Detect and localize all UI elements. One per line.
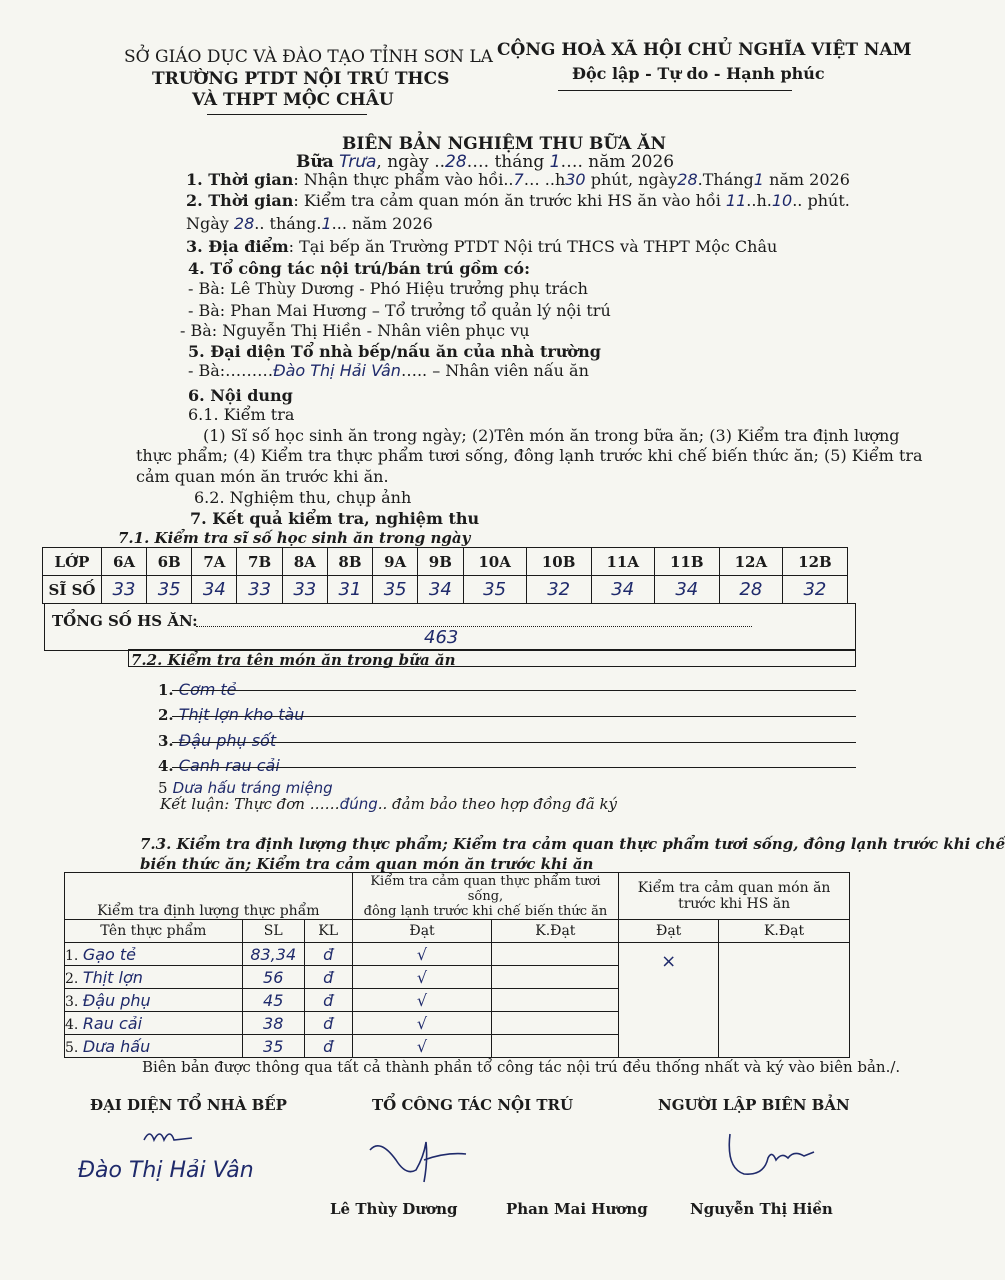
class-cell: 9B <box>418 548 463 576</box>
table-header-row <box>65 873 850 920</box>
section-5-title: 5. Đại diện Tổ nhà bếp/nấu ăn của nhà trường <box>188 342 601 361</box>
cook-line: - Bà:………Đào Thị Hải Vân….. – Nhân viên nấu ăn <box>188 361 589 380</box>
head-dish-check: Kiểm tra cảm quan món ăn trước khi HS ăn <box>619 873 850 920</box>
class-cell: 6B <box>146 548 191 576</box>
fail-cell <box>492 966 619 989</box>
pass-mark: √ <box>352 943 492 966</box>
dish-2: 2. Thịt lợn kho tàu <box>158 705 305 724</box>
class-cell: 10A <box>463 548 526 576</box>
col-pass-2: Đạt <box>619 920 719 943</box>
class-cell: 7A <box>192 548 237 576</box>
class-cell: 12B <box>782 548 847 576</box>
head-raw-check: Kiểm tra cảm quan thực phẩm tươi sống, đông lạnh trước khi chế biến thức ăn <box>352 873 619 920</box>
food-name: 2. Thịt lợn <box>65 966 243 989</box>
size-cell: 33 <box>282 576 327 604</box>
size-cell: 32 <box>526 576 591 604</box>
size-cell: 35 <box>463 576 526 604</box>
food-kl: đ <box>304 1012 352 1035</box>
head-quantity: Kiểm tra định lượng thực phẩm <box>65 873 353 920</box>
class-cell: 8A <box>282 548 327 576</box>
size-cell: 35 <box>146 576 191 604</box>
fail-cell <box>492 943 619 966</box>
col-kl: KL <box>304 920 352 943</box>
size-cell: 33 <box>102 576 147 604</box>
attendance-table <box>42 547 848 604</box>
class-cell: 9A <box>373 548 418 576</box>
size-cell: 34 <box>192 576 237 604</box>
dish-line <box>172 716 856 717</box>
section-6-2: 6.2. Nghiệm thu, chụp ảnh <box>194 488 412 507</box>
section-2-date: Ngày 28.. tháng.1... năm 2026 <box>186 214 433 233</box>
food-sl: 35 <box>242 1035 304 1058</box>
cook-name: Đào Thị Hải Vân <box>273 361 401 380</box>
section-3: 3. Địa điểm: Tại bếp ăn Trường PTDT Nội trú THCS và THPT Mộc Châu <box>186 237 778 256</box>
dish-line <box>172 742 856 743</box>
section-6-para-2: thực phẩm; (4) Kiểm tra thực phẩm tươi sống, đông lạnh trước khi chế biến thức ăn; (5) Kiểm tra <box>136 446 923 465</box>
class-cell: 7B <box>237 548 282 576</box>
school-name-line2: VÀ THPT MỘC CHÂU <box>192 90 394 110</box>
size-cell: 34 <box>654 576 719 604</box>
school-underline <box>207 114 367 115</box>
total-value: 463 <box>424 627 459 648</box>
food-sl: 38 <box>242 1012 304 1035</box>
dish-4: 4. Canh rau cải <box>158 756 280 775</box>
pass-mark: √ <box>352 1035 492 1058</box>
motto-underline <box>558 90 792 91</box>
size-cell: 31 <box>327 576 372 604</box>
nation-motto: Độc lập - Tự do - Hạnh phúc <box>572 64 825 83</box>
dish-pass-mark: × <box>661 951 677 972</box>
dish-1: 1. Cơm tẻ <box>158 680 237 699</box>
total-label: TỔNG SỐ HS ĂN: <box>52 612 198 630</box>
dish-5: 5 Dưa hấu tráng miệng <box>158 779 333 797</box>
table-subheader-row <box>65 920 850 943</box>
section-6-para-3: cảm quan món ăn trước khi ăn. <box>136 467 389 486</box>
class-label: LỚP <box>43 548 102 576</box>
pass-mark: √ <box>352 1012 492 1035</box>
food-kl: đ <box>304 989 352 1012</box>
col-name: Tên thực phẩm <box>65 920 243 943</box>
class-cell: 6A <box>102 548 147 576</box>
dish-fail-cell <box>719 943 850 1058</box>
pass-mark: √ <box>352 989 492 1012</box>
food-sl: 45 <box>242 989 304 1012</box>
col-fail-2: K.Đạt <box>719 920 850 943</box>
kitchen-signature <box>140 1124 200 1150</box>
section-6-title: 6. Nội dung <box>188 386 293 405</box>
kitchen-name-handwritten: Đào Thị Hải Vân <box>78 1158 254 1183</box>
size-cell: 34 <box>591 576 654 604</box>
inspection-table <box>64 872 850 1058</box>
conclusion: Kết luận: Thực đơn ……đúng.. đảm bảo theo hợp đồng đã ký <box>160 795 618 813</box>
size-cell: 35 <box>373 576 418 604</box>
food-kl: đ <box>304 1035 352 1058</box>
committee-signature <box>366 1130 476 1190</box>
col-pass: Đạt <box>352 920 492 943</box>
section-7-3-line1: 7.3. Kiểm tra định lượng thực phẩm; Kiểm tra cảm quan thực phẩm tươi sống, đông lạnh trước khi chế <box>140 835 1005 853</box>
section-4-title: 4. Tổ công tác nội trú/bán trú gồm có: <box>188 259 531 278</box>
kitchen-title: ĐẠI DIỆN TỔ NHÀ BẾP <box>90 1096 287 1114</box>
dish-3: 3. Đậu phụ sốt <box>158 731 277 750</box>
food-kl: đ <box>304 943 352 966</box>
fail-cell <box>492 1012 619 1035</box>
meal-value: Trưa <box>339 152 377 172</box>
closing-statement: Biên bản được thông qua tất cả thành phần tổ công tác nội trú đều thống nhất và ký vào biên bản./. <box>142 1058 901 1076</box>
class-cell: 12A <box>719 548 782 576</box>
class-row <box>43 548 848 576</box>
section-1: 1. Thời gian: Nhận thực phẩm vào hồi..7… ..h30 phút, ngày28.Tháng1 năm 2026 <box>186 170 850 189</box>
meal-line: Bữa Trưa, ngày ..28…. tháng 1…. năm 2026 <box>296 152 675 172</box>
dept-name: SỞ GIÁO DỤC VÀ ĐÀO TẠO TỈNH SƠN LA <box>124 47 493 67</box>
pass-mark: √ <box>352 966 492 989</box>
food-sl: 56 <box>242 966 304 989</box>
size-label: SĨ SỐ <box>43 576 102 604</box>
member-3: - Bà: Nguyễn Thị Hiền - Nhân viên phục vụ <box>180 321 530 340</box>
food-name: 4. Rau cải <box>65 1012 243 1035</box>
section-7-title: 7. Kết quả kiểm tra, nghiệm thu <box>190 509 480 528</box>
fail-cell <box>492 989 619 1012</box>
committee-title: TỔ CÔNG TÁC NỘI TRÚ <box>372 1096 574 1114</box>
col-sl: SL <box>242 920 304 943</box>
section-7-1: 7.1. Kiểm tra sĩ số học sinh ăn trong ngày <box>118 529 471 547</box>
member-2: - Bà: Phan Mai Hương – Tổ trưởng tổ quản lý nội trú <box>188 301 611 320</box>
class-cell: 10B <box>526 548 591 576</box>
writer-name: Nguyễn Thị Hiền <box>690 1200 833 1218</box>
section-7-3-line2: biến thức ăn; Kiểm tra cảm quan món ăn trước khi ăn <box>140 855 594 873</box>
size-row <box>43 576 848 604</box>
section-6-para-1: (1) Sĩ số học sinh ăn trong ngày; (2)Tên món ăn trong bữa ăn; (3) Kiểm tra định lượng <box>203 426 900 445</box>
dish-pass-cell <box>619 943 719 1058</box>
size-cell: 34 <box>418 576 463 604</box>
section-7-2: 7.2. Kiểm tra tên món ăn trong bữa ăn <box>131 651 456 669</box>
col-fail: K.Đạt <box>492 920 619 943</box>
food-kl: đ <box>304 966 352 989</box>
committee-name-1: Lê Thùy Dương <box>330 1200 458 1218</box>
fail-cell <box>492 1035 619 1058</box>
committee-name-2: Phan Mai Hương <box>506 1200 648 1218</box>
section-6-1: 6.1. Kiểm tra <box>188 405 295 424</box>
writer-signature <box>724 1128 824 1188</box>
food-name: 1. Gạo tẻ <box>65 943 243 966</box>
writer-title: NGƯỜI LẬP BIÊN BẢN <box>658 1096 850 1114</box>
class-cell: 11A <box>591 548 654 576</box>
dish-line <box>172 690 856 691</box>
section-2: 2. Thời gian: Kiểm tra cảm quan món ăn trước khi HS ăn vào hồi 11..h.10.. phút. <box>186 191 850 210</box>
school-name-line1: TRƯỜNG PTDT NỘI TRÚ THCS <box>152 69 450 89</box>
food-name: 5. Dưa hấu <box>65 1035 243 1058</box>
total-dots <box>196 626 752 627</box>
food-sl: 83,34 <box>242 943 304 966</box>
size-cell: 33 <box>237 576 282 604</box>
dish-line <box>172 767 856 768</box>
class-cell: 8B <box>327 548 372 576</box>
nation-title: CỘNG HOÀ XÃ HỘI CHỦ NGHĨA VIỆT NAM <box>497 40 912 60</box>
member-1: - Bà: Lê Thùy Dương - Phó Hiệu trưởng phụ trách <box>188 279 588 298</box>
size-cell: 32 <box>782 576 847 604</box>
class-cell: 11B <box>654 548 719 576</box>
size-cell: 28 <box>719 576 782 604</box>
table-row <box>65 943 850 966</box>
food-name: 3. Đậu phụ <box>65 989 243 1012</box>
document-title: BIÊN BẢN NGHIỆM THU BỮA ĂN <box>342 134 667 154</box>
